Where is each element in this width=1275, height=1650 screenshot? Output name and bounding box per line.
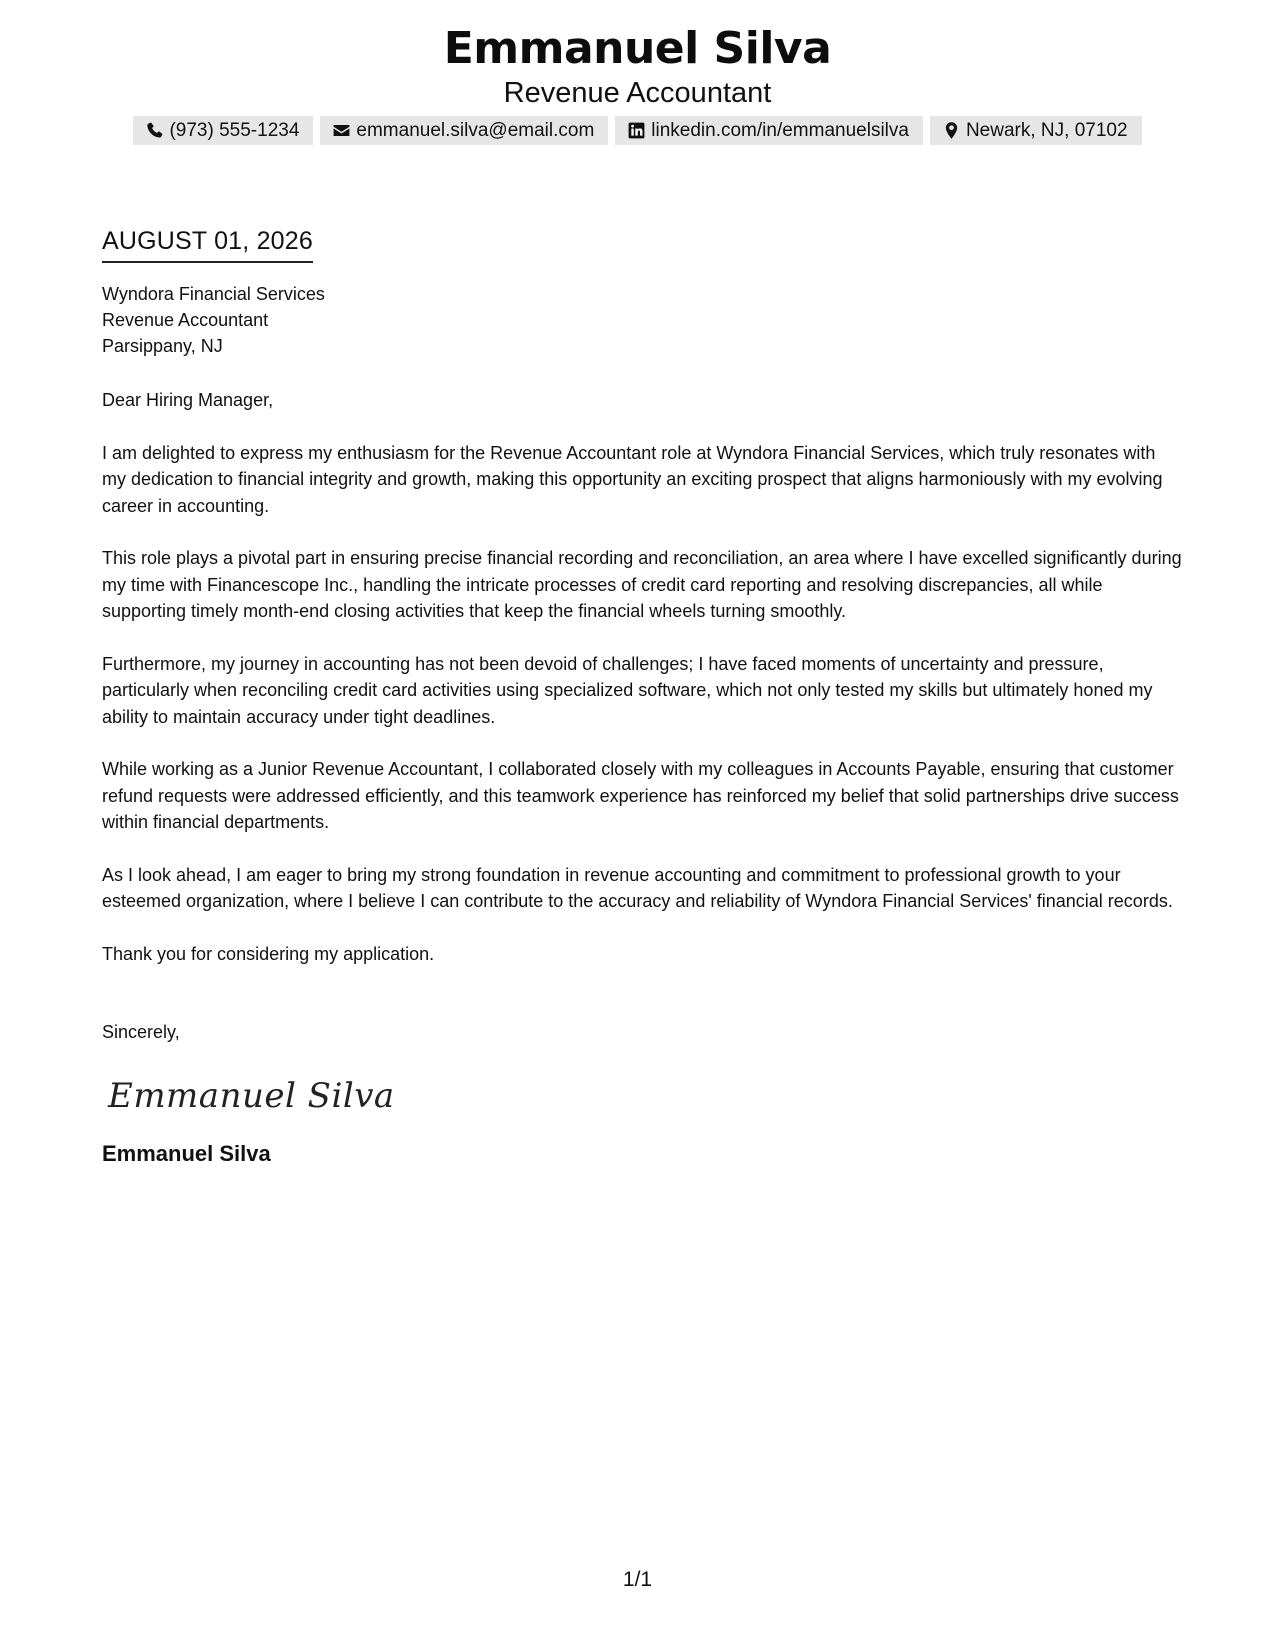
page-number: 1/1: [622, 1568, 653, 1591]
contact-email[interactable]: [320, 116, 608, 145]
paragraph-teamwork: While working as a Junior Revenue Accountant, I collaborated closely with my colleagues in Accounts Payable, ensuring that customer refund requests were addressed efficiently, and this teamwork experience has reinforced my belief that solid partnerships drive success within financial departments.: [102, 759, 1179, 832]
handwritten-signature: Emmanuel Silva: [108, 1075, 395, 1116]
linkedin-icon: [627, 121, 646, 140]
recipient-position: Revenue Accountant: [102, 310, 269, 330]
contact-linkedin[interactable]: [615, 116, 923, 145]
contact-bar: [0, 116, 1275, 145]
paragraph-experience: This role plays a pivotal part in ensuring precise financial recording and reconciliation, an area where I have excelled significantly during my time with Financescope Inc., handling the intricate processes of credit card reporting and resolving discrepancies, all while supporting timely month-end closing activities that keep the financial wheels turning smoothly.: [102, 548, 1182, 621]
phone-text: (973) 555-1234: [169, 119, 300, 141]
envelope-icon: [332, 121, 351, 140]
email-text: emmanuel.silva@email.com: [356, 119, 595, 141]
linkedin-text: linkedin.com/in/emmanuelsilva: [651, 119, 909, 141]
paragraph-intro: I am delighted to express my enthusiasm for the Revenue Accountant role at Wyndora Financial Services, which truly resonates with my dedication to financial integrity and growth, making this opportunity an exciting prospect that aligns harmoniously with my evolving career in accounting.: [102, 442, 1163, 516]
letter-header: [0, 22, 1275, 145]
contact-phone[interactable]: [133, 116, 313, 145]
recipient-location: Parsippany, NJ: [102, 336, 223, 356]
letter-date: AUGUST 01, 2026: [102, 224, 313, 263]
map-pin-icon: [942, 121, 961, 140]
recipient-block: [102, 281, 1182, 359]
location-text: Newark, NJ, 07102: [965, 119, 1128, 141]
salutation: Dear Hiring Manager,: [102, 390, 274, 410]
closing: Sincerely,: [102, 1022, 180, 1042]
contact-location: [930, 116, 1142, 145]
paragraph-outlook: As I look ahead, I am eager to bring my strong foundation in revenue accounting and commitment to professional growth to your esteemed organization, where I believe I can contribute to the accuracy and reliability of Wyndora Financial Services' financial records.: [102, 864, 1173, 911]
letter-body: [102, 224, 1182, 1168]
paragraph-thanks: Thank you for considering my application.: [102, 943, 435, 964]
applicant-name: Emmanuel Silva: [443, 23, 832, 74]
applicant-title: Revenue Accountant: [503, 77, 772, 109]
paragraph-challenges: Furthermore, my journey in accounting has not been devoid of challenges; I have faced moments of uncertainty and pressure, particularly when reconciling credit card activities using specialized software, which not only tested my skills but ultimately honed my ability to maintain accuracy under tight deadlines.: [102, 653, 1153, 727]
recipient-company: Wyndora Financial Services: [102, 284, 325, 304]
phone-icon: [145, 121, 164, 140]
signer-name: Emmanuel Silva: [102, 1140, 271, 1166]
